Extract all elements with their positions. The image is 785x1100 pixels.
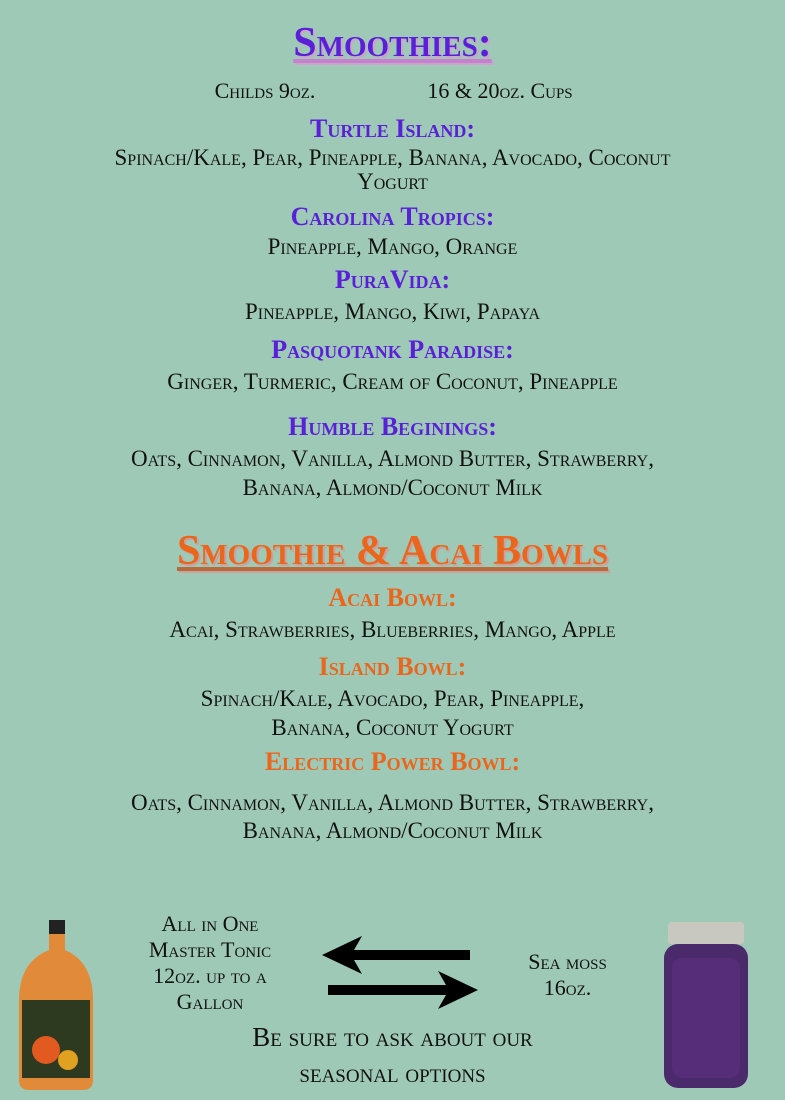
item-title: PuraVida: (334, 265, 451, 294)
item-title: Carolina Tropics: (290, 202, 495, 231)
item-ingredients: Spinach/Kale, Avocado, Pear, Pineapple, (200, 686, 585, 711)
item-ingredients: Banana, Almond/Coconut Milk (242, 818, 543, 843)
item-title: Island Bowl: (318, 652, 467, 681)
bowls-title: Smoothie & Acai Bowls (176, 528, 609, 574)
item-ingredients: Banana, Almond/Coconut Milk (242, 475, 543, 500)
size-childs: Childs 9oz. (214, 78, 316, 103)
seamoss-line: Sea moss (528, 949, 607, 974)
tonic-line: Master Tonic (148, 937, 272, 962)
size-cups: 16 & 20oz. Cups (427, 78, 573, 103)
seamoss-text (500, 949, 635, 1001)
exchange-arrows-icon (318, 932, 483, 1012)
item-title: Electric Power Bowl: (264, 747, 521, 776)
item-title: Pasquotank Paradise: (271, 335, 514, 364)
item-title: Turtle Island: (309, 114, 475, 143)
tonic-line: 12oz. up to a (153, 963, 267, 988)
item-ingredients: Oats, Cinnamon, Vanilla, Almond Butter, Strawberry, (131, 790, 654, 815)
seasonal-note: Be sure to ask about our (252, 1022, 533, 1052)
item-ingredients: Banana, Coconut Yogurt (271, 715, 514, 740)
item-title: Humble Beginings: (288, 412, 497, 441)
seamoss-line: 16oz. (543, 975, 592, 1000)
item-ingredients: Oats, Cinnamon, Vanilla, Almond Butter, Strawberry, (131, 446, 654, 471)
tonic-line: Gallon (176, 989, 244, 1014)
item-ingredients: Ginger, Turmeric, Cream of Coconut, Pineapple (167, 369, 618, 394)
item-ingredients: Pineapple, Mango, Kiwi, Papaya (244, 299, 541, 324)
tonic-line: All in One (161, 911, 259, 936)
item-ingredients: Spinach/Kale, Pear, Pineapple, Banana, Avocado, Coconut (114, 145, 671, 170)
item-ingredients: Pineapple, Mango, Orange (267, 234, 518, 259)
smoothies-title: Smoothies: (293, 20, 492, 66)
item-ingredients: Yogurt (357, 169, 428, 194)
item-title: Acai Bowl: (328, 583, 457, 612)
seasonal-note: seasonal options (299, 1058, 486, 1088)
tonic-text (120, 911, 300, 1015)
item-ingredients: Acai, Strawberries, Blueberries, Mango, Apple (169, 617, 616, 642)
